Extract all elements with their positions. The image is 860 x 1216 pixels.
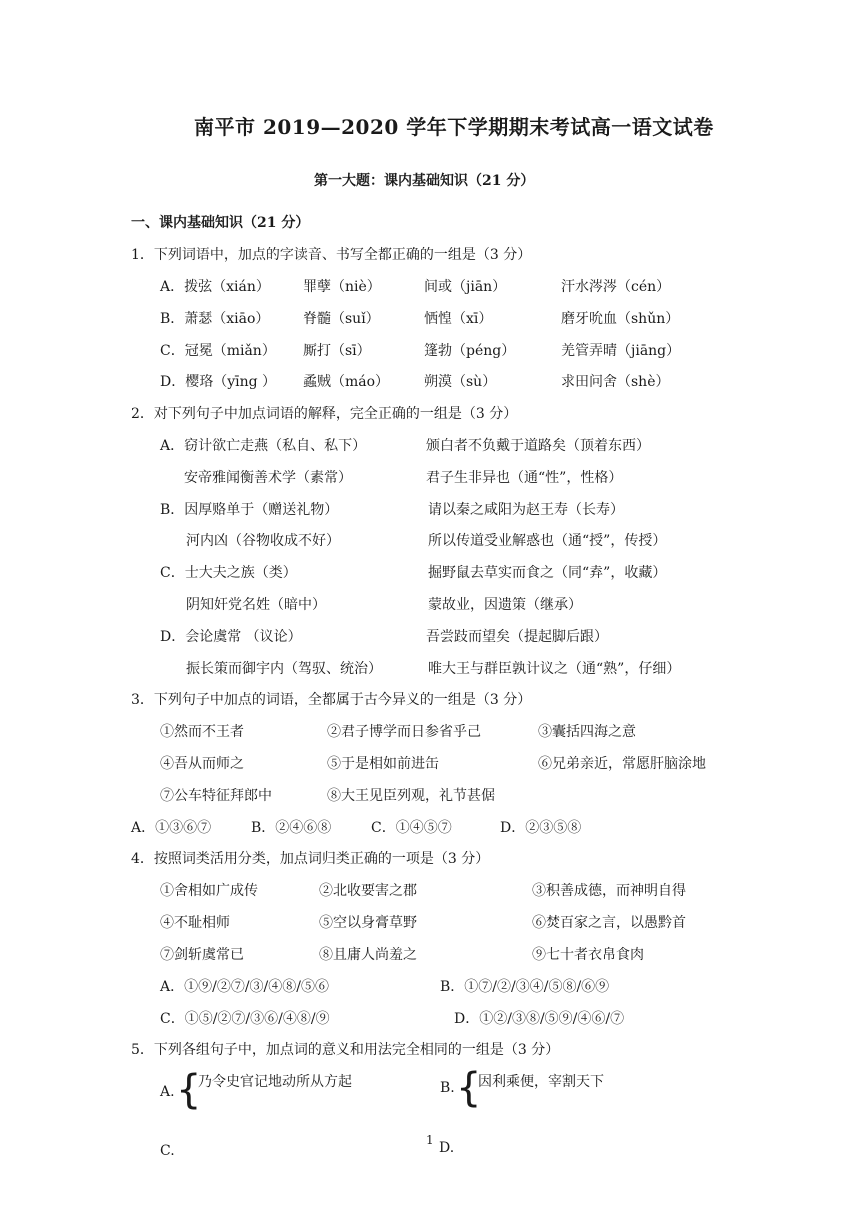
q2-d-3: 振长策而御宇内（驾驭、统治） — [186, 661, 382, 677]
q1-a-4: 汗水涔涔（cén） — [561, 279, 671, 295]
q1-c-4: 羌管弄晴（jiāng） — [561, 343, 681, 359]
q3-option-a: A．①③⑥⑦ — [131, 820, 212, 836]
q5-stem: 5．下列各组句子中，加点词的意义和用法完全相同的一组是（3 分） — [131, 1042, 560, 1058]
q3-option-b: B．②④⑥⑧ — [251, 820, 332, 836]
q1-d-1: D．樱珞（yīng ） — [160, 374, 277, 390]
q2-b-3: 河内凶（谷物收成不好） — [186, 533, 340, 549]
q4-option-b: B．①⑦/②/③④/⑤⑧/⑥⑨ — [440, 979, 610, 995]
q1-c-2: 厮打（sī） — [303, 343, 371, 359]
q5-c-label: C. — [160, 1143, 175, 1159]
q3-item-7: ⑦公车特征拜郎中 — [160, 788, 272, 804]
q4-option-c: C．①⑤/②⑦/③⑥/④⑧/⑨ — [160, 1011, 330, 1027]
q4-item-5: ⑤空以身膏草野 — [319, 915, 417, 931]
q2-c-4: 蒙故业，因遗策（继承） — [428, 597, 582, 613]
q1-d-4: 求田问舍（shè） — [561, 374, 670, 390]
q1-a-2: 罪孽（niè） — [303, 279, 381, 295]
q2-d-4: 唯大王与群臣孰计议之（通“熟”，仔细） — [428, 661, 681, 677]
q5-a-brace: { — [176, 1067, 202, 1113]
q5-b-brace: { — [456, 1065, 482, 1111]
q2-a-1: A．窃计欲亡走燕（私自、私下） — [160, 438, 367, 454]
q3-item-2: ②君子博学而日参省乎己 — [327, 724, 481, 740]
q2-c-3: 阴知奸党名姓（暗中） — [186, 597, 326, 613]
q1-c-3: 篷勃（péng） — [424, 343, 516, 359]
q4-item-4: ④不耻相师 — [160, 915, 230, 931]
q4-item-9: ⑨七十者衣帛食肉 — [532, 947, 644, 963]
q1-d-2: 蟊贼（máo） — [303, 374, 390, 390]
q5-a-line-1: 乃令史官记地动所从方起 — [198, 1074, 352, 1090]
q3-item-1: ①然而不王者 — [160, 724, 244, 740]
q1-a-1: A．拨弦（xián） — [160, 279, 270, 295]
q1-c-1: C．冠冕（miǎn） — [160, 343, 276, 359]
q2-b-2: 请以秦之咸阳为赵王寿（长寿） — [428, 502, 624, 518]
q5-b-line-1: 因利乘便，宰割天下 — [478, 1074, 604, 1090]
q2-d-1: D．会论虞常 （议论） — [160, 629, 302, 645]
q2-a-2: 颁白者不负戴于道路矣（顶着东西） — [426, 438, 650, 454]
q3-option-d: D．②③⑤⑧ — [500, 820, 582, 836]
q3-item-6: ⑥兄弟亲近，常愿肝脑涂地 — [538, 756, 706, 772]
q2-b-1: B．因厚赂单于（赠送礼物） — [160, 502, 339, 518]
q4-option-a: A．①⑨/②⑦/③/④⑧/⑤⑥ — [160, 979, 329, 995]
page-title: 南平市 2019—2020 学年下学期期末考试高一语文试卷 — [194, 115, 714, 139]
q2-stem: 2．对下列句子中加点词语的解释，完全正确的一组是（3 分） — [131, 406, 518, 422]
q2-a-3: 安帝雅闻衡善术学（素常） — [184, 470, 352, 486]
q1-stem: 1．下列词语中，加点的字读音、书写全都正确的一组是（3 分） — [131, 247, 532, 263]
q1-b-2: 脊髓（suǐ） — [303, 311, 380, 327]
section-header: 第一大题：课内基础知识（21 分） — [314, 173, 535, 189]
q2-d-2: 吾尝跂而望矣（提起脚后跟） — [426, 629, 608, 645]
q3-item-8: ⑧大王见臣列观，礼节甚倨 — [327, 788, 495, 804]
q5-d-label: D. — [439, 1140, 455, 1156]
q1-b-1: B．萧瑟（xiāo） — [160, 311, 270, 327]
q1-a-3: 间或（jiān） — [424, 279, 507, 295]
q1-d-3: 朔漠（sù） — [424, 374, 497, 390]
q3-item-3: ③囊括四海之意 — [538, 724, 636, 740]
q2-c-1: C．士大夫之族（类） — [160, 565, 297, 581]
q5-a-label: A. — [160, 1084, 175, 1100]
q1-b-3: 恓惶（xī） — [424, 311, 493, 327]
q3-option-c: C．①④⑤⑦ — [371, 820, 452, 836]
q4-item-1: ①舍相如广成传 — [160, 883, 258, 899]
part-heading: 一、课内基础知识（21 分） — [131, 215, 310, 231]
q4-option-d: D．①②/③⑧/⑤⑨/④⑥/⑦ — [454, 1011, 625, 1027]
q2-a-4: 君子生非异也（通“性”，性格） — [426, 470, 623, 486]
q4-item-2: ②北收要害之郡 — [319, 883, 417, 899]
page-number: 1 — [426, 1133, 434, 1147]
q2-c-2: 掘野鼠去草实而食之（同“弆”，收藏） — [428, 565, 667, 581]
q2-b-4: 所以传道受业解惑也（通“授”，传授） — [428, 533, 667, 549]
q5-b-label: B. — [440, 1080, 455, 1096]
q4-item-8: ⑧且庸人尚羞之 — [319, 947, 417, 963]
q4-item-6: ⑥焚百家之言，以愚黔首 — [532, 915, 686, 931]
q3-stem: 3．下列句子中加点的词语，全都属于古今异义的一组是（3 分） — [131, 692, 532, 708]
q1-b-4: 磨牙吮血（shǔn） — [561, 311, 680, 327]
q3-item-5: ⑤于是相如前进缶 — [327, 756, 439, 772]
q4-item-7: ⑦剑斩虞常已 — [160, 947, 244, 963]
q4-stem: 4．按照词类活用分类，加点词归类正确的一项是（3 分） — [131, 851, 490, 867]
q3-item-4: ④吾从而师之 — [160, 756, 244, 772]
q4-item-3: ③积善成德，而神明自得 — [532, 883, 686, 899]
